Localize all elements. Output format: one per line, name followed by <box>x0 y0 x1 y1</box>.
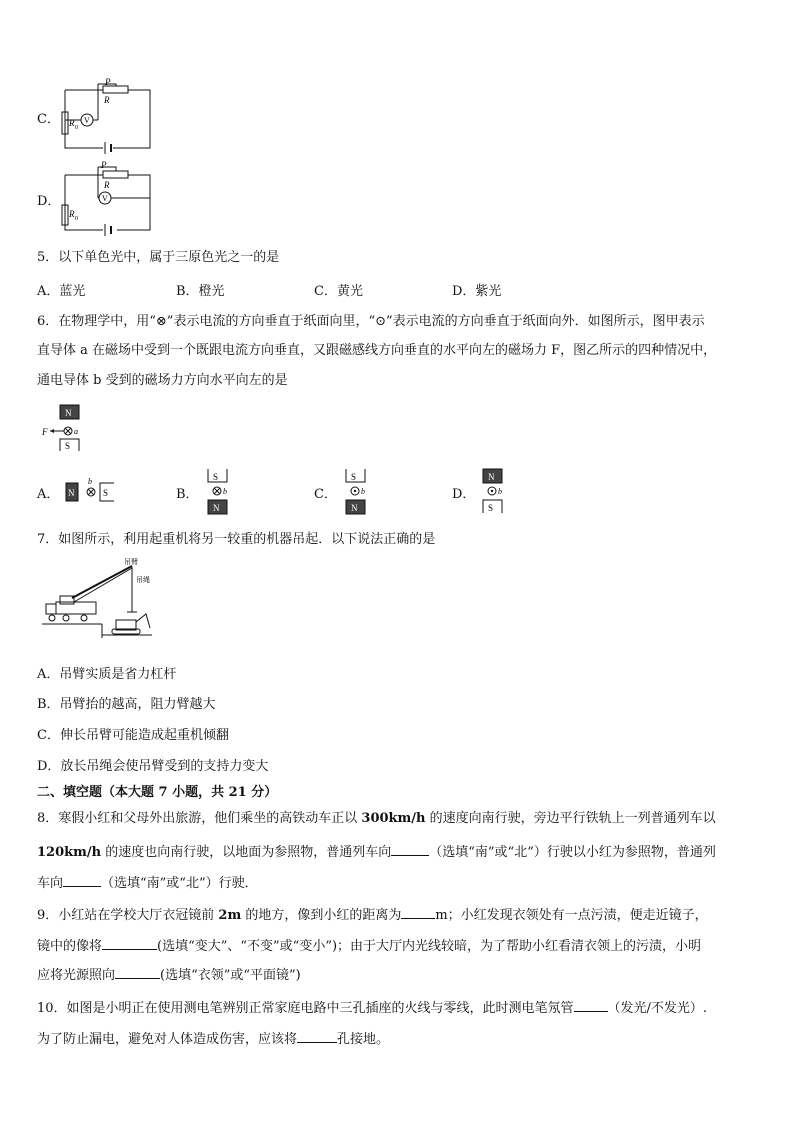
q5-option-d: D．紫光 <box>452 284 502 299</box>
q7-option-c: C．伸长吊臂可能造成起重机倾翻 <box>37 728 229 743</box>
q6-option-c-figure <box>343 467 383 517</box>
q10-l1-b: （发光/不发光）. <box>607 1001 708 1016</box>
q6-option-c-label: C． <box>314 487 337 502</box>
q6-figure-a <box>40 403 100 453</box>
q9-l2-b: (选填“变大”、“不变”或“变小”)；由于大厅内光线较暗，为了帮助小红看清衣领上的污渍，小明 <box>157 939 702 954</box>
q5-option-b: B．橙光 <box>176 284 225 299</box>
q6c-n: N <box>351 503 358 513</box>
q6-option-d-figure <box>480 467 520 517</box>
q8-l3-b: （选填“南”或“北”）行驶． <box>101 876 258 891</box>
q5-option-c: C．黄光 <box>314 284 363 299</box>
q6-option-a-label: A． <box>37 487 60 502</box>
q10-l1-a: 10．如图是小明正在使用测电笔辨别正常家庭电路中三孔插座的火线与零线，此时测电笔氖管 <box>37 1001 574 1016</box>
q7-arm-label: 吊臂 <box>124 558 138 566</box>
q7-rope-label: 吊绳 <box>136 576 150 584</box>
q7-option-a: A．吊臂实质是省力杠杆 <box>37 667 177 682</box>
q6-fig-a-f: F <box>42 427 48 437</box>
q4d-r0-sub: 0 <box>75 216 78 222</box>
q8-l2-c: （选填“南”或“北”）行驶以小红为参照物，普通列 <box>429 845 716 860</box>
q4c-p-label: P <box>105 78 111 87</box>
q7-option-d: D．放长吊绳会使吊臂受到的支持力变大 <box>37 759 269 774</box>
q6b-s: S <box>213 472 219 482</box>
q9-blank-1[interactable] <box>401 904 435 919</box>
q10-l2-a: 为了防止漏电，避免对人体造成伤害，应该将 <box>37 1032 298 1047</box>
q10-blank-1[interactable] <box>574 997 608 1012</box>
q9-l1-dist: 2m <box>218 908 242 923</box>
q8-line2 <box>37 841 716 863</box>
q8-l2-b: 的速度也向南行驶，以地面为参照物，普通列车向 <box>101 845 392 860</box>
q9-line2 <box>37 935 701 957</box>
q8-line1 <box>37 809 716 829</box>
q6-stem-line3: 通电导体 b 受到的磁场力方向水平向左的是 <box>37 373 288 388</box>
q5-option-a: A．蓝光 <box>37 284 86 299</box>
q9-l1-a: 9．小红站在学校大厅衣冠镜前 <box>37 908 219 923</box>
q7-stem: 7．如图所示，利用起重机将另一较重的机器吊起．以下说法正确的是 <box>37 532 436 547</box>
q9-blank-2[interactable] <box>102 935 157 950</box>
q6c-b: b <box>361 487 365 496</box>
q9-line1 <box>37 904 708 926</box>
q4-option-d-label: D． <box>37 194 61 209</box>
q9-l2-a: 镜中的像将 <box>37 939 103 954</box>
q8-l2-speed: 120km/h <box>37 845 102 860</box>
q6-stem-line2: 直导体 a 在磁场中受到一个既跟电流方向垂直，又跟磁感线方向垂直的水平向左的磁场力 F，图乙所示的四种情况中， <box>37 343 717 358</box>
q6a-b: b <box>88 477 92 486</box>
q8-blank-1[interactable] <box>391 841 429 856</box>
q6-fig-a-n: N <box>65 408 72 418</box>
q4-option-d-circuit <box>55 157 155 237</box>
q6-fig-a-a: a <box>74 427 78 436</box>
q9-l3-b: (选填“衣领”或“平面镜”) <box>160 968 301 983</box>
q6-option-a-figure <box>64 474 124 504</box>
q8-blank-2[interactable] <box>63 872 101 887</box>
q6a-n: N <box>68 488 75 498</box>
q10-line2 <box>37 1028 389 1050</box>
q7-option-b: B．吊臂抬的越高，阻力臂越大 <box>37 697 216 712</box>
q10-l2-b: 孔接地。 <box>337 1032 390 1047</box>
q6b-b: b <box>223 487 227 496</box>
q4c-r0-sub: 0 <box>75 125 78 131</box>
q5-stem: 5．以下单色光中，属于三原色光之一的是 <box>37 250 280 265</box>
q6-stem-line1: 6．在物理学中，用“⊗”表示电流的方向垂直于纸面向里，“⊙”表示电流的方向垂直于纸面向外．如图所示，图甲表示 <box>37 314 705 329</box>
section-heading: 二、填空题（本大题 7 小题，共 21 分） <box>37 785 278 800</box>
q6d-n: N <box>488 472 495 482</box>
q4-option-c-circuit <box>55 78 155 158</box>
q6a-s: S <box>103 488 109 498</box>
q6c-s: S <box>351 472 357 482</box>
q6-option-b-figure <box>205 467 245 517</box>
q4-option-c-label: C． <box>37 112 60 127</box>
q4c-r0-label: R <box>69 118 75 128</box>
q4c-r-label: R <box>104 95 110 105</box>
q6d-s: S <box>488 503 494 513</box>
q4d-r-label: R <box>104 180 110 190</box>
q8-line3 <box>37 872 258 894</box>
q6-option-d-label: D． <box>452 487 476 502</box>
q8-l1-speed: 300km/h <box>361 811 426 826</box>
q4c-v-label: V <box>84 116 90 125</box>
q4d-v-label: V <box>102 194 108 203</box>
q8-l3-a: 车向 <box>37 876 64 891</box>
q6d-b: b <box>498 487 502 496</box>
q4d-p-label: P <box>101 160 107 170</box>
q10-line1 <box>37 997 707 1019</box>
q10-blank-2[interactable] <box>297 1028 337 1043</box>
q7-crane-figure <box>40 558 155 640</box>
q9-blank-3[interactable] <box>115 964 160 979</box>
q6-fig-a-s: S <box>65 441 71 451</box>
q9-l3-a: 应将光源照向 <box>37 968 116 983</box>
q9-l1-c: 的地方，像到小红的距离为 <box>241 908 402 923</box>
q6b-n: N <box>213 503 220 513</box>
q4d-r0-label: R <box>69 209 75 219</box>
q9-l1-d: m；小红发现衣领处有一点污渍，便走近镜子， <box>435 908 708 923</box>
q8-l1-c: 的速度向南行驶，旁边平行铁轨上一列普通列车以 <box>425 811 716 826</box>
q6-option-b-label: B． <box>176 487 199 502</box>
q8-l1-a: 8．寒假小红和父母外出旅游，他们乘坐的高铁动车正以 <box>37 811 362 826</box>
q9-line3 <box>37 964 301 986</box>
